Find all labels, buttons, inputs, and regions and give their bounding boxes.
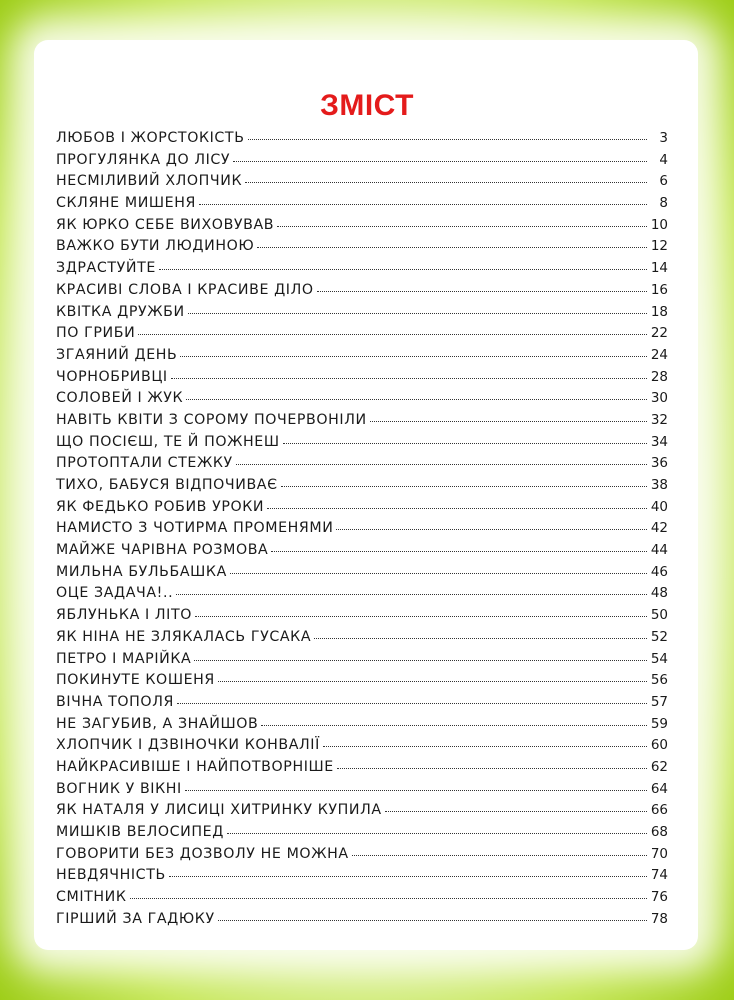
toc-entry[interactable]	[56, 302, 668, 324]
toc-entry[interactable]	[56, 800, 668, 822]
toc-entry-page-number: 78	[650, 910, 668, 927]
dot-leader	[257, 246, 647, 248]
toc-entry[interactable]	[56, 258, 668, 280]
toc-entry-title: ЯБЛУНЬКА І ЛІТО	[56, 607, 192, 624]
dot-leader	[248, 138, 647, 140]
toc-entry[interactable]	[56, 649, 668, 671]
toc-entry-title: НАВІТЬ КВІТИ З СОРОМУ ПОЧЕРВОНІЛИ	[56, 411, 367, 428]
toc-entry-page-number: 18	[650, 303, 668, 320]
toc-entry-page-number: 16	[650, 281, 668, 298]
toc-entry-page-number: 24	[650, 346, 668, 363]
toc-entry-page-number: 44	[650, 542, 668, 559]
dot-leader	[188, 312, 647, 314]
toc-entry-title: ПО ГРИБИ	[56, 325, 136, 342]
toc-entry[interactable]	[56, 562, 668, 584]
dot-leader	[277, 225, 647, 227]
dot-leader	[169, 875, 647, 877]
dot-leader	[195, 615, 647, 617]
toc-entry[interactable]	[56, 822, 668, 844]
toc-entry-title: СОЛОВЕЙ І ЖУК	[56, 390, 184, 407]
dot-leader	[317, 290, 647, 292]
dot-leader	[185, 789, 647, 791]
dot-leader	[352, 854, 647, 856]
toc-entry-page-number: 48	[650, 585, 668, 602]
dot-leader	[233, 160, 647, 162]
dot-leader	[236, 463, 647, 465]
toc-entry-title: НАМИСТО З ЧОТИРМА ПРОМЕНЯМИ	[56, 520, 334, 537]
dot-leader	[370, 420, 647, 422]
dot-leader	[314, 637, 647, 639]
toc-entry-title: ЯК ФЕДЬКО РОБИВ УРОКИ	[56, 498, 265, 515]
toc-entry-title: ТИХО, БАБУСЯ ВІДПОЧИВАЄ	[56, 477, 278, 493]
dot-leader	[180, 355, 647, 357]
dot-leader	[337, 767, 647, 769]
toc-entry-title: ПРОТОПТАЛИ СТЕЖКУ	[56, 455, 233, 472]
toc-entry-page-number: 38	[650, 477, 668, 493]
toc-entry-page-number: 64	[650, 780, 668, 797]
dot-leader	[176, 593, 647, 595]
toc-entry-page-number: 14	[650, 260, 668, 277]
toc-entry[interactable]	[56, 518, 668, 540]
toc-entry[interactable]	[56, 714, 668, 736]
toc-entry-title: ВІЧНА ТОПОЛЯ	[56, 693, 174, 710]
toc-entry-page-number: 36	[650, 455, 668, 472]
toc-entry-title: ГІРШИЙ ЗА ГАДЮКУ	[56, 910, 215, 927]
dot-leader	[218, 919, 647, 921]
toc-entry[interactable]	[56, 735, 668, 757]
toc-entry[interactable]	[56, 193, 668, 215]
toc-entry[interactable]	[56, 345, 668, 367]
toc-entry[interactable]	[56, 150, 668, 172]
toc-entry[interactable]	[56, 670, 668, 692]
toc-entry-title: ОЦЕ ЗАДАЧА!..	[56, 585, 174, 602]
toc-entry-title: ЗГАЯНИЙ ДЕНЬ	[56, 346, 178, 363]
toc-entry-page-number: 54	[650, 650, 668, 667]
toc-entry-title: МИШКІВ ВЕЛОСИПЕД	[56, 824, 224, 840]
dot-leader	[283, 442, 647, 444]
dot-leader	[218, 680, 647, 682]
toc-entry[interactable]	[56, 909, 668, 931]
toc-entry[interactable]	[56, 388, 668, 410]
toc-entry-page-number: 76	[650, 889, 668, 906]
dot-leader	[199, 203, 647, 205]
toc-entry-page-number: 28	[650, 368, 668, 385]
toc-entry-title: ЩО ПОСІЄШ, ТЕ Й ПОЖНЕШ	[56, 433, 280, 450]
toc-entry-page-number: 52	[650, 628, 668, 645]
dot-leader	[271, 550, 647, 552]
toc-entry-title: ЧОРНОБРИВЦІ	[56, 368, 168, 385]
toc-entry[interactable]	[56, 323, 668, 345]
dot-leader	[171, 377, 647, 379]
toc-entry[interactable]	[56, 128, 668, 150]
toc-entry-title: ГОВОРИТИ БЕЗ ДОЗВОЛУ НЕ МОЖНА	[56, 845, 349, 862]
dot-leader	[336, 528, 647, 530]
dot-leader	[138, 333, 647, 335]
toc-entry-page-number: 56	[650, 672, 668, 689]
toc-entry-title: ЯК НІНА НЕ ЗЛЯКАЛАСЬ ГУСАКА	[56, 628, 312, 645]
toc-entry[interactable]	[56, 865, 668, 887]
toc-entry[interactable]	[56, 280, 668, 302]
toc-entry-page-number: 46	[650, 563, 668, 580]
dot-leader	[186, 398, 647, 400]
toc-entry[interactable]	[56, 627, 668, 649]
toc-entry-page-number: 3	[659, 130, 668, 146]
toc-entry-page-number: 66	[650, 802, 668, 819]
toc-entry[interactable]	[56, 475, 668, 497]
toc-entry[interactable]	[56, 540, 668, 562]
toc-entry[interactable]	[56, 583, 668, 605]
toc-entry[interactable]	[56, 432, 668, 454]
toc-entry-title: НЕСМІЛИВИЙ ХЛОПЧИК	[56, 173, 243, 190]
page-title: ЗМІСТ	[320, 89, 414, 123]
toc-entry-title: ПОКИНУТЕ КОШЕНЯ	[56, 672, 215, 689]
dot-leader	[281, 485, 647, 487]
toc-entry[interactable]	[56, 844, 668, 866]
toc-entry-page-number: 62	[650, 758, 668, 775]
toc-entry-page-number: 59	[650, 715, 668, 732]
toc-entry-page-number: 60	[650, 737, 668, 754]
toc-entry-page-number: 22	[650, 325, 668, 342]
toc-entry-page-number: 42	[650, 520, 668, 537]
toc-entry-title: ХЛОПЧИК І ДЗВІНОЧКИ КОНВАЛІЇ	[56, 737, 320, 754]
toc-entry[interactable]	[56, 367, 668, 389]
dot-leader	[130, 897, 647, 899]
toc-entry[interactable]	[56, 453, 668, 475]
toc-entry-title: ПЕТРО І МАРІЙКА	[56, 650, 192, 667]
toc-entry-page-number: 30	[650, 390, 668, 407]
toc-entry-page-number: 8	[659, 195, 668, 212]
toc-entry[interactable]	[56, 779, 668, 801]
toc-entry-page-number: 57	[650, 693, 668, 710]
toc-entry[interactable]	[56, 692, 668, 714]
toc-entry[interactable]	[56, 605, 668, 627]
dot-leader	[261, 724, 647, 726]
toc-entry-title: МИЛЬНА БУЛЬБАШКА	[56, 563, 227, 580]
toc-entry-title: СМІТНИК	[56, 889, 127, 906]
toc-entry-page-number: 34	[650, 433, 668, 450]
toc-entry[interactable]	[56, 236, 668, 258]
toc-entry-page-number: 10	[650, 216, 668, 233]
toc-entry-page-number: 4	[659, 151, 668, 168]
toc-entry-title: ЯК НАТАЛЯ У ЛИСИЦІ ХИТРИНКУ КУПИЛА	[56, 802, 382, 819]
toc-entry-title: ЗДРАСТУЙТЕ	[56, 260, 156, 277]
toc-entry-page-number: 50	[650, 607, 668, 624]
toc-entry[interactable]	[56, 757, 668, 779]
toc-entry[interactable]	[56, 410, 668, 432]
dot-leader	[177, 702, 647, 704]
toc-entry-title: ЛЮБОВ І ЖОРСТОКІСТЬ	[56, 130, 245, 146]
dot-leader	[385, 810, 647, 812]
dot-leader	[227, 832, 647, 834]
toc-entry-page-number: 12	[650, 238, 668, 255]
toc-entry-title: НЕВДЯЧНІСТЬ	[56, 867, 166, 884]
toc-entry-page-number: 40	[650, 498, 668, 515]
toc-entry-title: ПРОГУЛЯНКА ДО ЛІСУ	[56, 151, 231, 168]
toc-entry[interactable]	[56, 215, 668, 237]
dot-leader	[323, 745, 647, 747]
toc-entry-page-number: 68	[650, 824, 668, 840]
dot-leader	[194, 659, 647, 661]
toc-entry-page-number: 32	[650, 411, 668, 428]
toc-entry-title: МАЙЖЕ ЧАРІВНА РОЗМОВА	[56, 542, 269, 559]
toc-entry[interactable]	[56, 171, 668, 193]
toc-entry-title: ВОГНИК У ВІКНІ	[56, 780, 182, 797]
toc-entry-page-number: 6	[659, 173, 668, 190]
toc-entry-page-number: 74	[650, 867, 668, 884]
toc-entry-page-number: 70	[650, 845, 668, 862]
table-of-contents	[56, 128, 668, 930]
toc-entry-title: НЕ ЗАГУБИВ, А ЗНАЙШОВ	[56, 715, 259, 732]
toc-entry-title: ЯК ЮРКО СЕБЕ ВИХОВУВАВ	[56, 216, 275, 233]
toc-entry-title: НАЙКРАСИВІШЕ І НАЙПОТВОРНІШЕ	[56, 758, 334, 775]
toc-entry-title: ВАЖКО БУТИ ЛЮДИНОЮ	[56, 238, 255, 255]
toc-entry[interactable]	[56, 887, 668, 909]
toc-entry[interactable]	[56, 497, 668, 519]
toc-entry-title: СКЛЯНЕ МИШЕНЯ	[56, 195, 196, 212]
dot-leader	[267, 507, 647, 509]
toc-entry-title: КРАСИВІ СЛОВА І КРАСИВЕ ДІЛО	[56, 281, 314, 298]
dot-leader	[230, 572, 647, 574]
toc-entry-title: КВІТКА ДРУЖБИ	[56, 303, 185, 320]
dot-leader	[159, 268, 647, 270]
dot-leader	[245, 181, 647, 183]
